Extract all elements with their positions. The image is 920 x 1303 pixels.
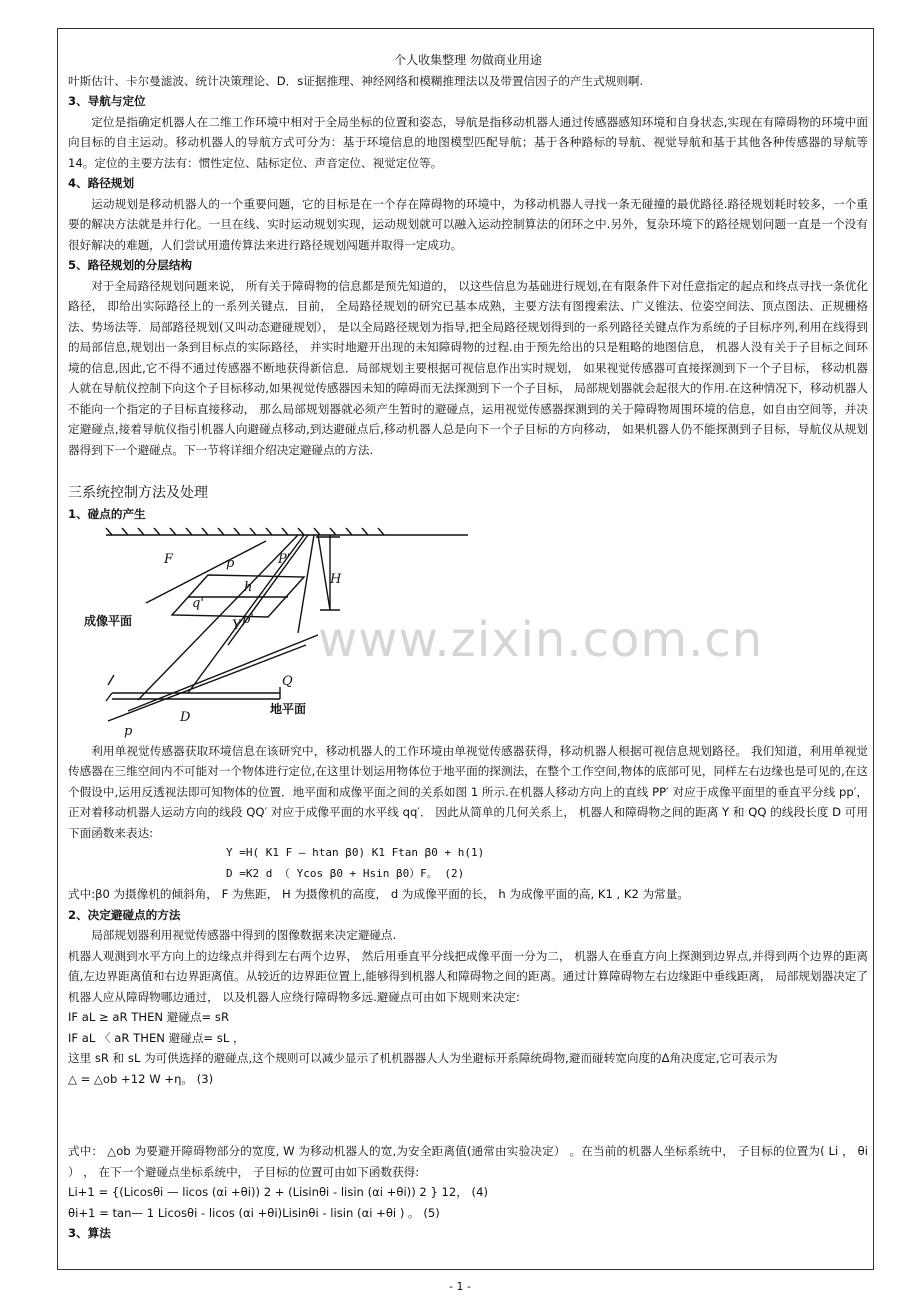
page-number: - 1 -	[449, 1280, 471, 1293]
label-ground-plane: 地平面	[270, 701, 307, 716]
rule-1: IF aL ≥ aR THEN 避碰点= sR	[68, 1010, 230, 1024]
formula-1: Y =H( K1 F — htan β0) K1 Ftan β0 + h(1)	[226, 846, 485, 859]
watermark: www.zixin.com.cn	[318, 612, 764, 668]
label-Y: Y	[232, 617, 241, 633]
section-4-title: 4、路径规划	[68, 176, 135, 190]
subsection-1-title: 1、碰点的产生	[68, 507, 146, 521]
subsection-2-text-2: 机器人观测到水平方向上的边缘点并得到左右两个边界， 然后用垂直平分线把成像平面一分为二， 机器人在垂直方向上探测到边界点,并得到两个边界的距离值,左边界距离值和右边界距离值。从较近的边界距位置上,能够得到机器人和障碍物之间的距离。通过计算障碍物左右边缘距中垂线距离， 局部规划器决定了机器人应从障碍物哪边通过， 以及机器人应绕行障碍物多远.避碰点可由如下规则来决定:	[68, 948, 868, 1004]
formula-4: Li+1 = {(Licosθi — licos (αi +θi)) 2 + (Lisinθi - lisin (αi +θi)) 2 } 12， (4)	[68, 1185, 488, 1199]
subsection-1-text: 利用单视觉传感器获取环境信息在该研究中，移动机器人的工作环境由单视觉传感器获得，移动机器人根据可视信息规划路径。 我们知道，利用单视觉传感器在三维空间内不可能对一个物体进行定位,在这里计划运用物体位于地平面的探测法，在整个工作空间,物体的底部可见，同样左右边缘也是可见的,在这个假设中,运用反透视法即可知物体的位置．地平面和成像平面之间的关系如图 1 所示.在机器人移动方向上的直线 PP′ 对应于成像平面里的垂直平分线 pp′，正对着移动机器人运动方向的线段 QQ′ 对应于成像平面的水平线 qq′． 因此从简单的几何关系上， 机器人和障碍物之间的距离 Y 和 QQ 的线段长度 D 可用下面函数来表达:	[68, 743, 868, 840]
section-3-title: 3、导航与定位	[68, 94, 146, 108]
page-header: 个人收集整理 勿做商业用途	[394, 53, 542, 67]
section-5-text: 对于全局路径规划问题来说， 所有关于障碍物的信息都是预先知道的， 以这些信息为基础进行规划,在有限条件下对任意指定的起点和终点寻找一条优化路径， 即给出实际路径上的一系列关键点．目前， 全局路径规划的研究已基本成熟，主要方法有图搜索法、广义锥法、位姿空间法、顶点图法、正规栅格法、势场法等．局部路径规划(又叫动态避碰规划）， 是以全局路径规划为指导,把全局路径规划得到的一系列路径关键点作为系统的子目标序列,利用在线得到的局部信息,规划出一条到目标点的实际路径， 并实时地避开出现的未知障碍物的过程.由于预先给出的只是粗略的地图信息， 机器人没有关于子目标之间环境的信息,因此,它不得不通过传感器不断地获得新信息．局部规划主要根据可视信息作出实时规划， 如果视觉传感器可直接探测到下一个子目标， 移动机器人就在导航仪控制下向这个子目标移动,如果视觉传感器因未知的障碍而无法探测到下一个子目标， 局部规划器就会起很大的作用.在这种情况下，移动机器人不能向一个指定的子目标直接移动， 那么局部规划器就必须产生暂时的避碰点，运用视觉传感器探测到的关于障碍物周围环境的信息，如自由空间等，并决定避碰点,接着导航仪指引机器人向避碰点移动,到达避碰点后,移动机器人总是向下一个子目标的方向移动， 如果机器人仍不能探测到子目标，导航仪从规划器得到下一个避碰点。下一节将详细介绍决定避碰点的方法.	[68, 278, 868, 457]
label-q-prime: q'	[192, 595, 204, 611]
label-p-mid: p'	[242, 611, 254, 627]
label-h: h	[244, 579, 253, 595]
subsection-2-text-3: 这里 sR 和 sL 为可供选择的避碰点,这个规则可以减少显示了机机器器人人为坐避标开系障统碍物,避而碰转宽向度的Δ角决度定,它可表示为	[68, 1051, 778, 1065]
formula-note: 式中:β0 为摄像机的倾斜角， F 为焦距， H 为摄像机的高度， d 为成像平面的长， h 为成像平面的高, K1 , K2 为常量。	[68, 887, 689, 901]
subsection-3-title: 3、算法	[68, 1226, 111, 1240]
subsection-2-text-4: 式中： △ob 为要避开障碍物部分的宽度, W 为移动机器人的宽,为安全距离值(通常由实验决定） 。在当前的机器人坐标系统中， 子目标的位置为( Li ， θi ） ， 在下一个避碰点坐标系统中， 子目标的位置可由如下函数获得:	[68, 1144, 868, 1179]
label-H: H	[330, 571, 342, 587]
label-imaging-plane: 成像平面	[84, 613, 133, 628]
subsection-2-text-1: 局部规划器利用视觉传感器中得到的图像数据来决定避碰点.	[91, 928, 397, 942]
rule-2: IF aL 〈 aR THEN 避碰点= sL ，	[68, 1030, 245, 1045]
formula-5: θi+1 = tan— 1 Licosθi - licos (αi +θi)Lisinθi - lisin (αi +θi ) 。 (5)	[68, 1205, 440, 1220]
subsection-2-title: 2、决定避碰点的方法	[68, 907, 181, 922]
section-4-text: 运动规划是移动机器人的一个重要问题，它的目标是在一个存在障碍物的环境中，为移动机器人寻找一条无碰撞的最优路径.路径规划耗时较多，一个重要的解决方法就是并行化。一旦在线、实时运动规划实现，运动规划就可以融入运动控制算法的闭环之中.另外，复杂环境下的路径规划问题一直是一个没有很好解决的难题，人们尝试用遗传算法来进行路径规划闯题并取得一定成功。	[68, 196, 868, 252]
label-D: D	[180, 709, 191, 725]
section-3-text: 定位是指确定机器人在二维工作环境中相对于全局坐标的位置和姿态，导航是指移动机器人通过传感器感知环境和自身状态,实现在有障碍物的环境中面向目标的自主运动。移动机器人的导航方式可分为：基于环境信息的地图模型匹配导航；基于各种路标的导航、视觉导航和基于其他各种传感器的导航等14。定位的主要方法有：惯性定位、陆标定位、声音定位、视觉定位等。	[68, 114, 868, 170]
label-F: F	[164, 551, 174, 567]
label-Q: Q	[282, 673, 293, 689]
label-p-bottom: p	[124, 723, 133, 739]
label-p-top: p	[226, 555, 235, 571]
section-5-title: 5、路径规划的分层结构	[68, 258, 193, 272]
formula-2: D =K2 d （ Ycos β0 + Hsin β0）F。 (2)	[226, 866, 465, 880]
intro-paragraph: 叶斯估计、卡尔曼滤波、统计决策理论、D．s证据推理、神经网络和模糊推理法以及带置信因子的产生式规则啊.	[68, 73, 644, 88]
part-3-title: 三系统控制方法及处理	[68, 485, 208, 501]
formula-3: △ = △ob +12 W +η。 (3)	[68, 1071, 214, 1086]
label-p-prime: P'	[278, 551, 291, 567]
